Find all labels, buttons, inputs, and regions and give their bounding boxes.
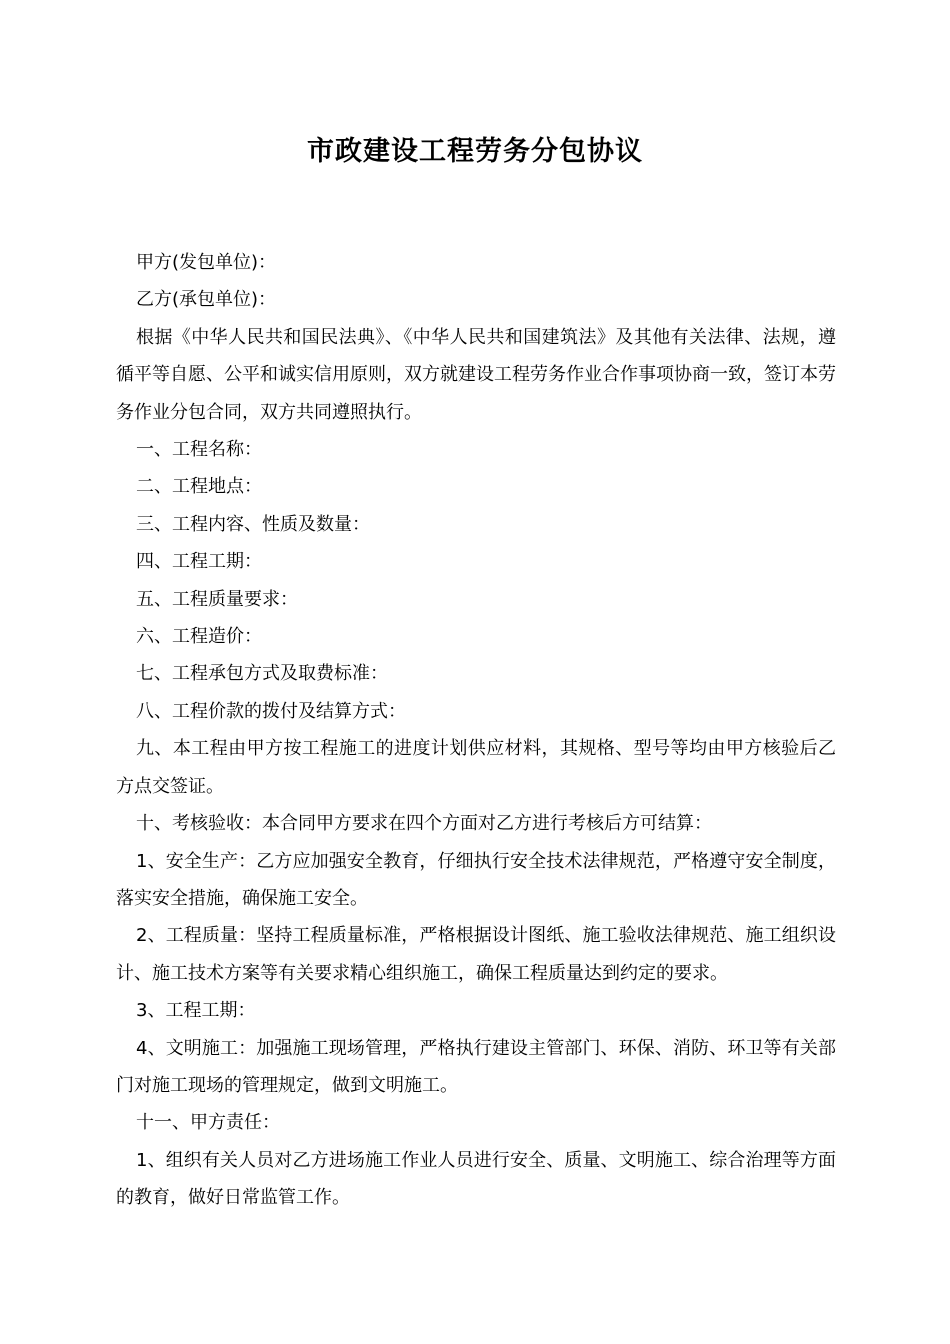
clause-10-item-1-safety: 1、安全生产：乙方应加强安全教育，仔细执行安全技术法律规范，严格遵守安全制度，落实安全措施，确保施工安全。 [116, 850, 836, 909]
clause-10-item-2-quality: 2、工程质量：坚持工程质量标准，严格根据设计图纸、施工验收法律规范、施工组织设计、施工技术方案等有关要求精心组织施工，确保工程质量达到约定的要求。 [116, 925, 836, 984]
clause-7-contract-method: 七、工程承包方式及取费标准： [136, 663, 388, 685]
document-body [116, 244, 836, 1217]
clause-5-quality-requirement: 五、工程质量要求： [136, 588, 298, 610]
clause-10-item-3-duration: 3、工程工期： [136, 1000, 256, 1022]
clause-10-inspection: 十、考核验收：本合同甲方要求在四个方面对乙方进行考核后方可结算： [136, 813, 712, 835]
clause-8-payment-settlement: 八、工程价款的拨付及结算方式： [136, 700, 406, 722]
clause-11-item-1: 1、组织有关人员对乙方进场施工作业人员进行安全、质量、文明施工、综合治理等方面的教育，做好日常监管工作。 [116, 1149, 836, 1209]
clause-4-project-duration: 四、工程工期： [136, 551, 262, 573]
clause-10-item-4-civilized-construction: 4、文明施工：加强施工现场管理，严格执行建设主管部门、环保、消防、环卫等有关部门对施工现场的管理规定，做到文明施工。 [116, 1037, 836, 1096]
preamble-paragraph: 根据《中华人民共和国民法典》、《中华人民共和国建筑法》及其他有关法律、法规，遵循平等自愿、公平和诚实信用原则，双方就建设工程劳务作业合作事项协商一致，签订本劳务作业分包合同，双方共同遵照执行。 [116, 326, 836, 423]
clause-3-project-content: 三、工程内容、性质及数量： [136, 513, 370, 535]
party-a-line: 甲方(发包单位)： [136, 252, 277, 273]
clause-6-project-cost: 六、工程造价： [136, 626, 262, 648]
clause-11-party-a-duties: 十一、甲方责任： [136, 1112, 280, 1134]
document-title: 市政建设工程劳务分包协议 [307, 136, 643, 167]
party-b-line: 乙方(承包单位)： [136, 289, 277, 311]
clause-9-material-supply: 九、本工程由甲方按工程施工的进度计划供应材料，其规格、型号等均由甲方核验后乙方点交签证。 [116, 738, 836, 797]
clause-2-project-location: 二、工程地点： [136, 476, 262, 498]
clause-1-project-name: 一、工程名称： [136, 439, 262, 461]
